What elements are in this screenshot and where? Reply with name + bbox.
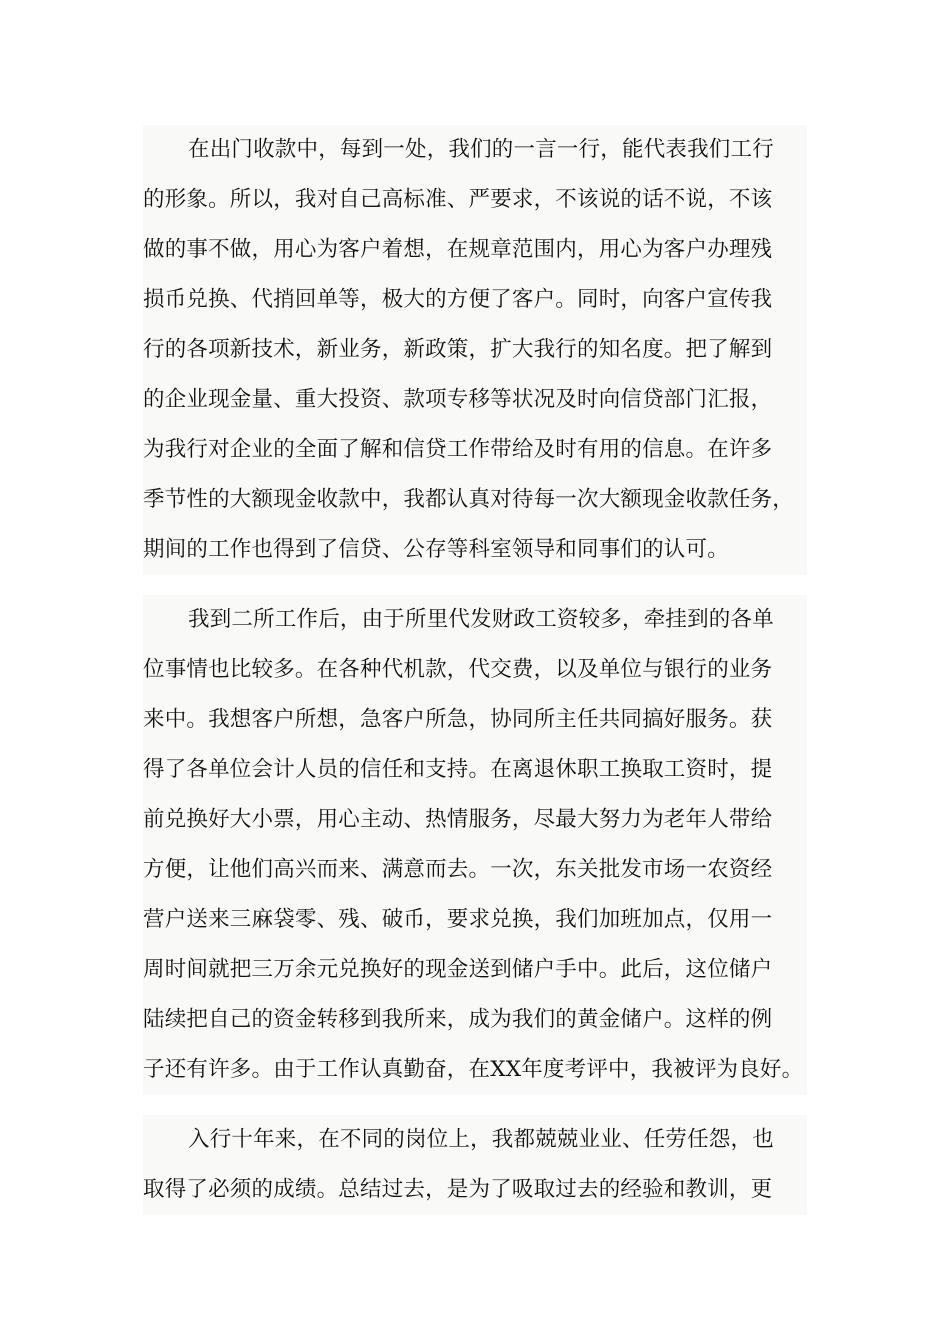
- paragraph-1-line-8: 季节性的大额现金收款中，我都认真对待每一次大额现金收款任务，: [143, 487, 795, 512]
- paragraph-3-line-2: 取得了必须的成绩。总结过去，是为了吸取过去的经验和教训，更: [143, 1177, 773, 1202]
- paragraph-1: [143, 125, 807, 575]
- paragraph-2-line-4: 得了各单位会计人员的信任和支持。在离退休职工换取工资时，提: [143, 757, 773, 782]
- paragraph-1-line-2: 的形象。所以，我对自己高标准、严要求，不该说的话不说，不该: [143, 187, 773, 212]
- paragraph-3: [143, 1115, 807, 1215]
- paragraph-2-line-10: 子还有许多。由于工作认真勤奋，在XX年度考评中，我被评为良好。: [143, 1057, 804, 1082]
- paragraph-2-line-5: 前兑换好大小票，用心主动、热情服务，尽最大努力为老年人带给: [143, 807, 773, 832]
- paragraph-2: [143, 595, 807, 1095]
- paragraph-1-line-5: 行的各项新技术，新业务，新政策，扩大我行的知名度。把了解到: [143, 337, 773, 362]
- paragraph-1-line-7: 为我行对企业的全面了解和信贷工作带给及时有用的信息。在许多: [143, 437, 773, 462]
- paragraph-1-line-4: 损币兑换、代捎回单等，极大的方便了客户。同时，向客户宣传我: [143, 287, 773, 312]
- paragraph-2-line-2: 位事情也比较多。在各种代机款，代交费，以及单位与银行的业务: [143, 657, 773, 682]
- paragraph-2-line-9: 陆续把自己的资金转移到我所来，成为我们的黄金储户。这样的例: [143, 1007, 773, 1032]
- paragraph-2-line-8: 周时间就把三万余元兑换好的现金送到储户手中。此后，这位储户: [143, 957, 773, 982]
- paragraph-2-line-1: 我到二所工作后，由于所里代发财政工资较多，牵挂到的各单: [188, 607, 774, 632]
- paragraph-1-line-1: 在出门收款中，每到一处，我们的一言一行，能代表我们工行: [188, 137, 774, 162]
- paragraph-3-line-1: 入行十年来，在不同的岗位上，我都兢兢业业、任劳任怨，也: [188, 1127, 774, 1152]
- paragraph-2-line-7: 营户送来三麻袋零、残、破币，要求兑换，我们加班加点，仅用一: [143, 907, 773, 932]
- paragraph-1-line-9: 期间的工作也得到了信贷、公存等科室领导和同事们的认可。: [143, 537, 729, 562]
- paragraph-2-line-3: 来中。我想客户所想，急客户所急，协同所主任共同搞好服务。获: [143, 707, 773, 732]
- paragraph-2-line-6: 方便，让他们高兴而来、满意而去。一次，东关批发市场一农资经: [143, 857, 773, 882]
- paragraph-1-line-6: 的企业现金量、重大投资、款项专移等状况及时向信贷部门汇报，: [143, 387, 773, 412]
- paragraph-1-line-3: 做的事不做，用心为客户着想，在规章范围内，用心为客户办理残: [143, 237, 773, 262]
